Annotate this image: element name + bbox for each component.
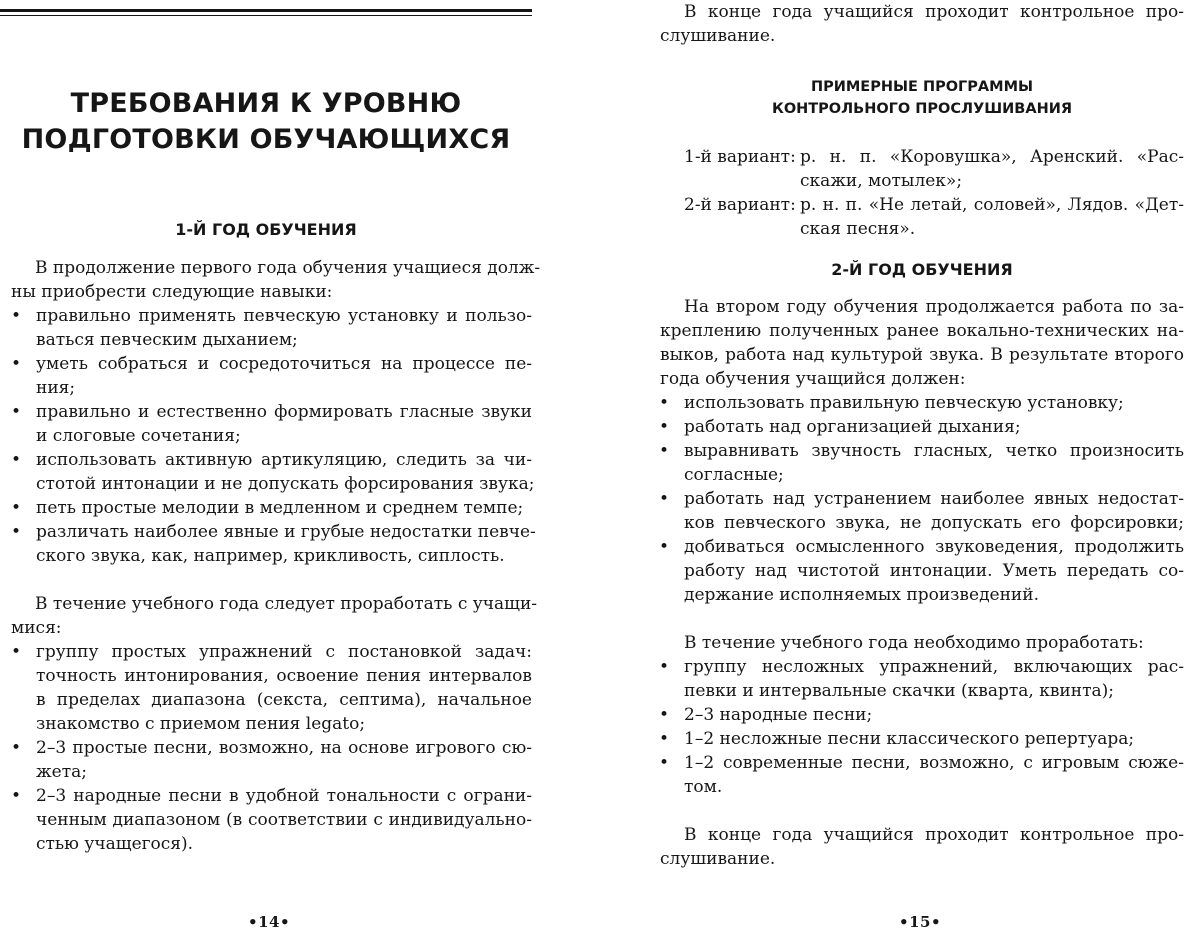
- variant-line: р. н. п. «Коровушка», Аренский. «Рас-: [800, 147, 1184, 167]
- list-item-continuation: согласные;: [684, 465, 784, 485]
- variant-line: р. н. п. «Не летай, соловей», Лядов. «Дет-: [800, 195, 1184, 215]
- paragraph-line: слушивание.: [660, 849, 776, 869]
- list-item-continuation: держание исполняемых произведений.: [684, 585, 1039, 605]
- list-item: • различать наиболее явные и грубые недостатки певче-: [36, 520, 532, 544]
- list-item: • выравнивать звучность гласных, четко произносить: [684, 439, 1184, 463]
- paragraph-line: В конце года учащийся проходит контрольное про-: [684, 825, 1184, 845]
- list-item-continuation: знакомство с приемом пения legato;: [36, 714, 366, 734]
- chapter-title-line: ПОДГОТОВКИ ОБУЧАЮЩИХСЯ: [21, 124, 511, 155]
- list-item: • работать над устранением наиболее явных недостат-: [684, 487, 1184, 511]
- list-item: • правильно и естественно формировать гласные звуки: [36, 400, 532, 424]
- list-item: • использовать активную артикуляцию, следить за чи-: [36, 448, 532, 472]
- paragraph-line: В продолжение первого года обучения учащиеся долж-: [35, 258, 541, 278]
- list-item-continuation: ния;: [36, 378, 76, 398]
- paragraph-line: слушивание.: [660, 26, 776, 46]
- section-heading-year1: 1-Й ГОД ОБУЧЕНИЯ: [175, 220, 357, 239]
- list-item: • уметь собраться и сосредоточиться на процессе пе-: [36, 352, 532, 376]
- chapter-title-line: ТРЕБОВАНИЯ К УРОВНЮ: [70, 88, 462, 119]
- left-page: [0, 0, 596, 930]
- list-item: • группу несложных упражнений, включающих рас-: [684, 655, 1184, 679]
- list-item: • 1–2 современные песни, возможно, с игровым сюже-: [684, 751, 1184, 775]
- list-item: • правильно применять певческую установку и пользо-: [36, 304, 532, 328]
- list-item-continuation: ского звука, как, например, крикливость, сиплость.: [36, 546, 505, 566]
- header-rule-thick: [0, 9, 532, 12]
- program-heading-line: ПРИМЕРНЫЕ ПРОГРАММЫ: [810, 79, 1034, 95]
- variant-label: 1-й вариант:: [684, 147, 796, 167]
- list-item: • группу простых упражнений с постановкой задач:: [36, 640, 532, 664]
- list-item: • 2–3 народные песни в удобной тональности с ограни-: [36, 784, 532, 808]
- paragraph-line: В течение учебного года следует проработать с учащи-: [35, 594, 538, 614]
- list-item-continuation: ков певческого звука, не допускать его форсировки;: [684, 513, 1184, 533]
- paragraph-line: выков, работа над культурой звука. В результате второго: [660, 345, 1184, 365]
- list-item-continuation: том.: [684, 777, 723, 797]
- paragraph-line: ны приобрести следующие навыки:: [11, 282, 333, 302]
- list-item: • добиваться осмысленного звуковедения, продолжить: [684, 535, 1184, 559]
- list-item: • использовать правильную певческую установку;: [684, 391, 1124, 415]
- paragraph-line: На втором году обучения продолжается работа по за-: [684, 297, 1184, 317]
- paragraph-line: В течение учебного года необходимо проработать:: [684, 633, 1144, 653]
- paragraph-line: года обучения учащийся должен:: [660, 369, 966, 389]
- page-number: •15•: [899, 913, 942, 931]
- page-number: •14•: [248, 913, 291, 931]
- list-item-continuation: точность интонирования, освоение пения интервалов: [36, 666, 532, 686]
- list-item: • работать над организацией дыхания;: [684, 415, 1021, 439]
- list-item: • 2–3 простые песни, возможно, на основе игрового сю-: [36, 736, 532, 760]
- list-item-continuation: стотой интонации и не допускать форсирования звука;: [36, 474, 535, 494]
- chapter-title: [0, 86, 532, 158]
- program-heading-line: КОНТРОЛЬНОГО ПРОСЛУШИВАНИЯ: [771, 101, 1073, 117]
- list-item-continuation: стью учащегося).: [36, 834, 194, 854]
- list-item: • 2–3 народные песни;: [684, 703, 872, 727]
- list-item-continuation: ваться певческим дыханием;: [36, 330, 298, 350]
- paragraph-line: мися:: [11, 618, 62, 638]
- list-item-continuation: работу над чистотой интонации. Уметь передать со-: [684, 561, 1184, 581]
- section-heading-year2: 2-Й ГОД ОБУЧЕНИЯ: [831, 260, 1013, 279]
- variant-line: ская песня».: [800, 219, 916, 239]
- variant-label: 2-й вариант:: [684, 195, 796, 215]
- list-item: • петь простые мелодии в медленном и среднем темпе;: [36, 496, 523, 520]
- right-page: [596, 0, 1192, 930]
- list-item-continuation: певки и интервальные скачки (кварта, квинта);: [684, 681, 1114, 701]
- list-item-continuation: жета;: [36, 762, 87, 782]
- list-item: • 1–2 несложные песни классического репертуара;: [684, 727, 1134, 751]
- program-heading: [660, 76, 1184, 120]
- list-item-continuation: в пределах диапазона (секста, септима), начальное: [36, 690, 532, 710]
- paragraph-line: В конце года учащийся проходит контрольное про-: [684, 2, 1184, 22]
- list-item-continuation: ченным диапазоном (в соответствии с индивидуально-: [36, 810, 532, 830]
- variant-line: скажи, мотылек»;: [800, 171, 963, 191]
- list-item-continuation: и слоговые сочетания;: [36, 426, 241, 446]
- header-rule-thin: [0, 15, 532, 16]
- paragraph-line: креплению полученных ранее вокально-технических на-: [660, 321, 1184, 341]
